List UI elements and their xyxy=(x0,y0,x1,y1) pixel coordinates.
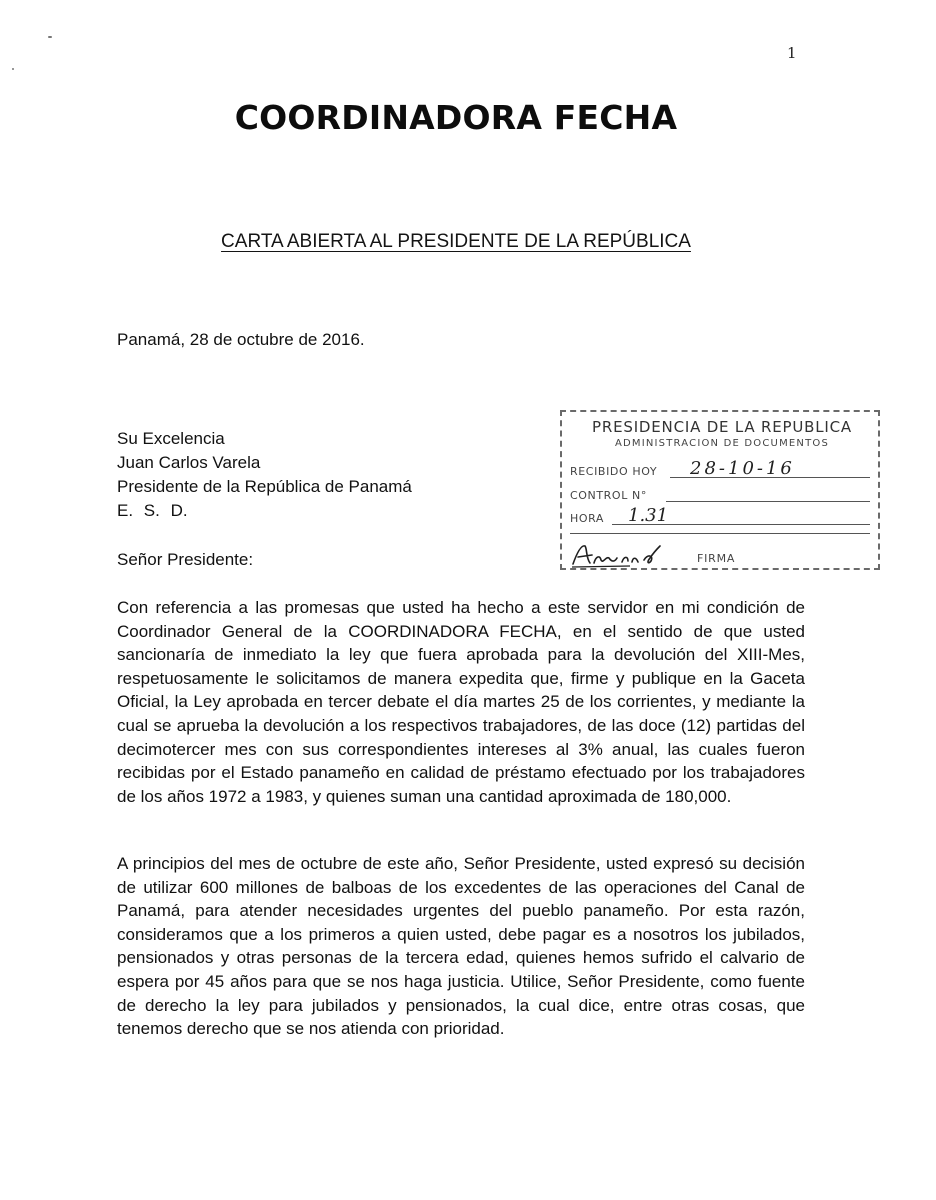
scan-speck xyxy=(12,68,14,70)
stamp-received-value: 28-10-16 xyxy=(690,458,795,479)
stamp-rule xyxy=(570,533,870,534)
stamp-time-label: HORA xyxy=(570,512,605,525)
date-line: Panamá, 28 de octubre de 2016. xyxy=(117,330,365,349)
stamp-time-field xyxy=(570,507,870,527)
recipient-name: Juan Carlos Varela xyxy=(117,453,261,472)
stamp-title: PRESIDENCIA DE LA REPUBLICA xyxy=(592,418,852,436)
handwritten-signature xyxy=(570,542,670,568)
body-paragraph-1: Con referencia a las promesas que usted ha hecho a este servidor en mi condición de Coordinador General de la COORDINADORA FECHA, en el sentido de que usted sancionaría de inmediato la ley que fuera aprobada para la devolución del XIII-Mes, respetuosamente le solicitamos de manera expedita que, firme y publique en la Gaceta Oficial, la Ley aprobada en tercer debate el día martes 25 de los corrientes, y mediante la cual se aprueba la devolución a los respectivos trabajadores, de las doce (12) partidas del decimotercer mes con sus correspondientes intereses al 3% anual, las cuales fueron recibidas por el Estado panameño en calidad de préstamo efectuado por los trabajadores de los años 1972 a 1983, y quienes suman una cantidad aproximada de 180,000. xyxy=(117,598,805,806)
stamp-signature-label: FIRMA xyxy=(697,552,736,565)
recipient-position: Presidente de la República de Panamá xyxy=(117,477,412,496)
salutation: Señor Presidente: xyxy=(117,550,254,569)
stamp-received-field xyxy=(570,460,870,480)
recipient-esd: E. S. D. xyxy=(117,501,188,520)
page-number: 1 xyxy=(787,44,797,62)
stamp-received-label: RECIBIDO HOY xyxy=(570,465,658,478)
scan-speck xyxy=(48,36,52,38)
letter-title: CARTA ABIERTA AL PRESIDENTE DE LA REPÚBLICA xyxy=(221,231,691,252)
recipient-honorific: Su Excelencia xyxy=(117,429,225,448)
recipient-block xyxy=(117,427,412,523)
body-paragraph-2: A principios del mes de octubre de este año, Señor Presidente, usted expresó su decisión de utilizar 600 millones de balboas de los excedentes de las operaciones del Canal de Panamá, para atender necesidades urgentes del pueblo panameño. Por esta razón, consideramos que a los primeros a quien usted, debe pagar es a nosotros los jubilados, pensionados y otras personas de la tercera edad, quienes hemos sufrido el calvario de espera por 45 años para que se nos haga justicia. Utilice, Señor Presidente, como fuente de derecho la ley para jubilados y pensionados, la cual dice, entre otras cosas, que tenemos derecho que se nos atienda con prioridad. xyxy=(117,854,805,1039)
stamp-control-label: CONTROL N° xyxy=(570,489,647,502)
stamp-control-line xyxy=(666,501,870,502)
reception-stamp xyxy=(560,410,880,570)
stamp-subtitle: ADMINISTRACION DE DOCUMENTOS xyxy=(614,438,830,449)
stamp-control-field xyxy=(570,484,870,504)
organization-heading: COORDINADORA FECHA xyxy=(234,98,678,137)
stamp-time-value: 1.31 xyxy=(628,505,669,526)
